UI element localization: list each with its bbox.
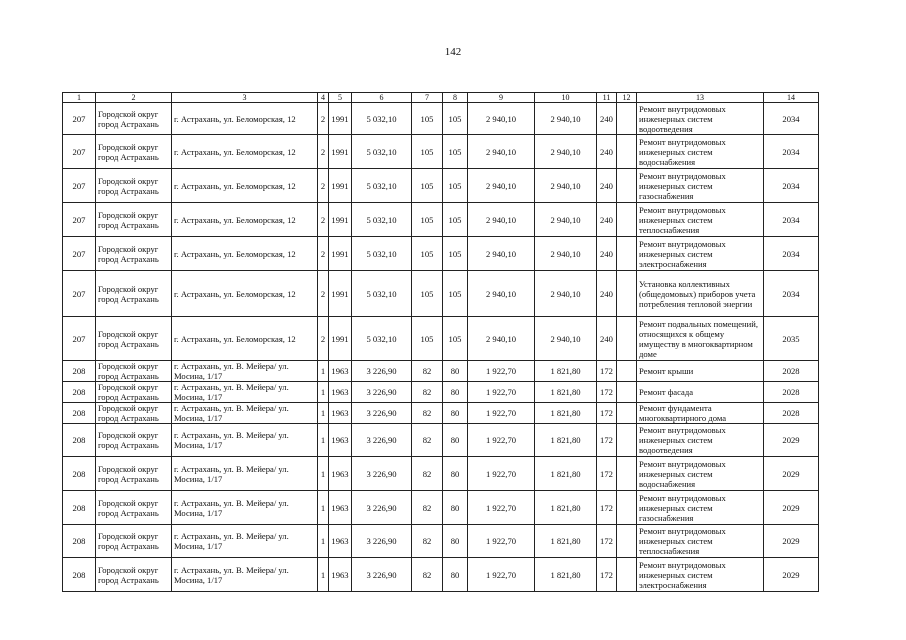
table-cell-c14: 2034 [764, 271, 819, 317]
table-cell-c9: 2 940,10 [468, 103, 535, 135]
table-cell-c3: г. Астрахань, ул. В. Мейера/ ул. Мосина, 1/17 [172, 361, 318, 382]
table-cell-c1: 208 [63, 424, 96, 457]
table-cell-c12 [617, 558, 637, 592]
table-cell-c2: Городской округ город Астрахань [96, 169, 172, 203]
table-row [63, 135, 819, 169]
table-row [63, 317, 819, 361]
table-cell-c10: 1 821,80 [535, 424, 597, 457]
table-cell-c1: 207 [63, 271, 96, 317]
table-cell-c1: 207 [63, 317, 96, 361]
table-cell-c3: г. Астрахань, ул. В. Мейера/ ул. Мосина, 1/17 [172, 424, 318, 457]
table-cell-c13: Ремонт внутридомовых инженерных систем теплоснабжения [637, 203, 764, 237]
table-cell-c8: 80 [443, 491, 468, 525]
table-cell-c2: Городской округ город Астрахань [96, 424, 172, 457]
table-cell-c11: 172 [597, 361, 617, 382]
table-cell-c6: 5 032,10 [352, 271, 412, 317]
table-cell-c5: 1991 [329, 271, 352, 317]
table-cell-c14: 2029 [764, 558, 819, 592]
column-number: 7 [412, 93, 443, 103]
table-cell-c9: 2 940,10 [468, 169, 535, 203]
table-row [63, 103, 819, 135]
table-cell-c7: 105 [412, 103, 443, 135]
table-cell-c3: г. Астрахань, ул. Беломорская, 12 [172, 169, 318, 203]
table-cell-c12 [617, 237, 637, 271]
table-cell-c9: 1 922,70 [468, 525, 535, 558]
table-cell-c11: 240 [597, 169, 617, 203]
table-cell-c2: Городской округ город Астрахань [96, 271, 172, 317]
table-row [63, 169, 819, 203]
table-cell-c13: Ремонт внутридомовых инженерных систем водоотведения [637, 103, 764, 135]
table-cell-c6: 3 226,90 [352, 382, 412, 403]
table-cell-c10: 1 821,80 [535, 403, 597, 424]
table-cell-c8: 105 [443, 135, 468, 169]
table-cell-c7: 82 [412, 361, 443, 382]
table-cell-c3: г. Астрахань, ул. В. Мейера/ ул. Мосина, 1/17 [172, 525, 318, 558]
column-number: 12 [617, 93, 637, 103]
table-cell-c6: 3 226,90 [352, 424, 412, 457]
table-cell-c9: 2 940,10 [468, 135, 535, 169]
table-cell-c5: 1963 [329, 525, 352, 558]
table-cell-c6: 5 032,10 [352, 169, 412, 203]
table-cell-c5: 1991 [329, 203, 352, 237]
table-cell-c10: 2 940,10 [535, 103, 597, 135]
table-cell-c9: 1 922,70 [468, 424, 535, 457]
table-cell-c14: 2029 [764, 525, 819, 558]
table-cell-c1: 207 [63, 237, 96, 271]
table-cell-c10: 1 821,80 [535, 558, 597, 592]
table-cell-c7: 82 [412, 525, 443, 558]
table-row [63, 237, 819, 271]
table-cell-c14: 2035 [764, 317, 819, 361]
table-cell-c5: 1991 [329, 135, 352, 169]
column-number: 3 [172, 93, 318, 103]
table-cell-c11: 172 [597, 424, 617, 457]
table-row [63, 271, 819, 317]
table-cell-c4: 2 [318, 317, 329, 361]
table-cell-c14: 2028 [764, 403, 819, 424]
table-cell-c1: 208 [63, 525, 96, 558]
table-cell-c11: 172 [597, 457, 617, 491]
table-cell-c6: 5 032,10 [352, 317, 412, 361]
table-cell-c14: 2034 [764, 103, 819, 135]
table-cell-c11: 240 [597, 271, 617, 317]
table-cell-c4: 1 [318, 403, 329, 424]
table-cell-c6: 3 226,90 [352, 491, 412, 525]
column-number: 11 [597, 93, 617, 103]
table-cell-c11: 240 [597, 317, 617, 361]
table-body [63, 93, 819, 592]
table-cell-c4: 1 [318, 382, 329, 403]
table-cell-c12 [617, 203, 637, 237]
column-number: 4 [318, 93, 329, 103]
table-cell-c10: 2 940,10 [535, 203, 597, 237]
table-cell-c7: 105 [412, 271, 443, 317]
table-cell-c1: 208 [63, 361, 96, 382]
table-cell-c8: 105 [443, 271, 468, 317]
table-cell-c9: 1 922,70 [468, 382, 535, 403]
table-cell-c7: 105 [412, 237, 443, 271]
table-cell-c8: 105 [443, 103, 468, 135]
capital-repair-table [62, 92, 819, 592]
table-cell-c6: 5 032,10 [352, 135, 412, 169]
table-cell-c9: 1 922,70 [468, 558, 535, 592]
table-cell-c5: 1991 [329, 237, 352, 271]
table-cell-c4: 2 [318, 135, 329, 169]
table-cell-c5: 1963 [329, 491, 352, 525]
table-cell-c10: 2 940,10 [535, 271, 597, 317]
table-cell-c7: 105 [412, 169, 443, 203]
table-cell-c8: 80 [443, 558, 468, 592]
table-cell-c10: 1 821,80 [535, 361, 597, 382]
table-cell-c1: 208 [63, 382, 96, 403]
table-cell-c13: Установка коллективных (общедомовых) приборов учета потребления тепловой энергии [637, 271, 764, 317]
table-cell-c4: 1 [318, 558, 329, 592]
table-row [63, 558, 819, 592]
table-cell-c2: Городской округ город Астрахань [96, 491, 172, 525]
table-cell-c10: 1 821,80 [535, 491, 597, 525]
table-cell-c12 [617, 424, 637, 457]
table-cell-c8: 80 [443, 424, 468, 457]
table-cell-c8: 80 [443, 361, 468, 382]
table-cell-c3: г. Астрахань, ул. В. Мейера/ ул. Мосина, 1/17 [172, 491, 318, 525]
table-cell-c10: 1 821,80 [535, 382, 597, 403]
table-cell-c4: 2 [318, 103, 329, 135]
table-cell-c1: 208 [63, 558, 96, 592]
table-cell-c3: г. Астрахань, ул. Беломорская, 12 [172, 317, 318, 361]
table-cell-c3: г. Астрахань, ул. Беломорская, 12 [172, 135, 318, 169]
table-cell-c12 [617, 135, 637, 169]
table-row [63, 382, 819, 403]
page-number: 142 [444, 46, 462, 58]
table-cell-c7: 82 [412, 457, 443, 491]
table-cell-c10: 1 821,80 [535, 525, 597, 558]
table-cell-c12 [617, 382, 637, 403]
table-cell-c1: 207 [63, 203, 96, 237]
table-cell-c11: 172 [597, 525, 617, 558]
table-cell-c4: 2 [318, 237, 329, 271]
table-cell-c5: 1963 [329, 457, 352, 491]
table-cell-c3: г. Астрахань, ул. Беломорская, 12 [172, 271, 318, 317]
table-cell-c4: 1 [318, 525, 329, 558]
table-cell-c2: Городской округ город Астрахань [96, 135, 172, 169]
table-cell-c8: 80 [443, 525, 468, 558]
table-row [63, 525, 819, 558]
table-cell-c1: 208 [63, 457, 96, 491]
table-cell-c12 [617, 525, 637, 558]
table-cell-c1: 207 [63, 135, 96, 169]
table-cell-c2: Городской округ город Астрахань [96, 317, 172, 361]
table-cell-c6: 5 032,10 [352, 237, 412, 271]
table-cell-c3: г. Астрахань, ул. В. Мейера/ ул. Мосина, 1/17 [172, 382, 318, 403]
table-cell-c1: 208 [63, 491, 96, 525]
table-cell-c9: 2 940,10 [468, 237, 535, 271]
table-cell-c6: 5 032,10 [352, 103, 412, 135]
table-cell-c10: 2 940,10 [535, 135, 597, 169]
table-cell-c11: 172 [597, 382, 617, 403]
table-cell-c14: 2028 [764, 382, 819, 403]
table-cell-c1: 207 [63, 169, 96, 203]
table-cell-c14: 2034 [764, 203, 819, 237]
table-cell-c11: 172 [597, 491, 617, 525]
table-cell-c8: 80 [443, 382, 468, 403]
table-cell-c14: 2034 [764, 135, 819, 169]
table-cell-c14: 2034 [764, 237, 819, 271]
table-cell-c5: 1963 [329, 382, 352, 403]
table-cell-c11: 240 [597, 203, 617, 237]
column-number: 10 [535, 93, 597, 103]
table-cell-c5: 1963 [329, 403, 352, 424]
table-cell-c2: Городской округ город Астрахань [96, 382, 172, 403]
table-cell-c3: г. Астрахань, ул. В. Мейера/ ул. Мосина, 1/17 [172, 457, 318, 491]
table-cell-c7: 82 [412, 403, 443, 424]
table-cell-c6: 3 226,90 [352, 403, 412, 424]
table-cell-c10: 2 940,10 [535, 237, 597, 271]
table-cell-c14: 2029 [764, 457, 819, 491]
table-cell-c13: Ремонт подвальных помещений, относящихся к общему имуществу в многоквартирном доме [637, 317, 764, 361]
column-number: 5 [329, 93, 352, 103]
table-cell-c9: 1 922,70 [468, 403, 535, 424]
column-number: 9 [468, 93, 535, 103]
table-cell-c3: г. Астрахань, ул. Беломорская, 12 [172, 103, 318, 135]
table-cell-c11: 172 [597, 558, 617, 592]
table-cell-c5: 1991 [329, 103, 352, 135]
column-number: 2 [96, 93, 172, 103]
table-cell-c3: г. Астрахань, ул. Беломорская, 12 [172, 237, 318, 271]
table-cell-c9: 1 922,70 [468, 361, 535, 382]
table-cell-c13: Ремонт внутридомовых инженерных систем теплоснабжения [637, 525, 764, 558]
table-cell-c7: 82 [412, 558, 443, 592]
table-cell-c14: 2029 [764, 424, 819, 457]
table-cell-c11: 240 [597, 103, 617, 135]
column-number: 14 [764, 93, 819, 103]
column-number-row [63, 93, 819, 103]
table-cell-c8: 105 [443, 237, 468, 271]
table-cell-c8: 80 [443, 457, 468, 491]
table-cell-c9: 1 922,70 [468, 491, 535, 525]
table-row [63, 403, 819, 424]
table-cell-c13: Ремонт внутридомовых инженерных систем водоснабжения [637, 135, 764, 169]
table-row [63, 457, 819, 491]
column-number: 1 [63, 93, 96, 103]
table-cell-c10: 1 821,80 [535, 457, 597, 491]
table-cell-c13: Ремонт внутридомовых инженерных систем водоснабжения [637, 457, 764, 491]
table-cell-c2: Городской округ город Астрахань [96, 457, 172, 491]
table-cell-c8: 105 [443, 203, 468, 237]
table-cell-c2: Городской округ город Астрахань [96, 361, 172, 382]
table-cell-c13: Ремонт внутридомовых инженерных систем газоснабжения [637, 169, 764, 203]
table-cell-c2: Городской округ город Астрахань [96, 237, 172, 271]
table-cell-c13: Ремонт внутридомовых инженерных систем электроснабжения [637, 237, 764, 271]
table-cell-c5: 1963 [329, 424, 352, 457]
table-cell-c6: 3 226,90 [352, 457, 412, 491]
table-cell-c13: Ремонт фундамента многоквартирного дома [637, 403, 764, 424]
table-cell-c10: 2 940,10 [535, 169, 597, 203]
table-cell-c9: 2 940,10 [468, 317, 535, 361]
table-cell-c2: Городской округ город Астрахань [96, 403, 172, 424]
table-cell-c4: 1 [318, 491, 329, 525]
table-cell-c9: 2 940,10 [468, 271, 535, 317]
table-cell-c9: 2 940,10 [468, 203, 535, 237]
table-cell-c5: 1963 [329, 361, 352, 382]
table-cell-c13: Ремонт внутридомовых инженерных систем водоотведения [637, 424, 764, 457]
table-cell-c7: 82 [412, 382, 443, 403]
table-cell-c14: 2034 [764, 169, 819, 203]
table-cell-c3: г. Астрахань, ул. Беломорская, 12 [172, 203, 318, 237]
table-cell-c8: 80 [443, 403, 468, 424]
table-cell-c14: 2028 [764, 361, 819, 382]
table-cell-c6: 5 032,10 [352, 203, 412, 237]
table-cell-c2: Городской округ город Астрахань [96, 525, 172, 558]
column-number: 6 [352, 93, 412, 103]
table-row [63, 203, 819, 237]
table-cell-c3: г. Астрахань, ул. В. Мейера/ ул. Мосина, 1/17 [172, 403, 318, 424]
table-cell-c1: 207 [63, 103, 96, 135]
table-cell-c12 [617, 103, 637, 135]
table-cell-c4: 2 [318, 169, 329, 203]
table-cell-c9: 1 922,70 [468, 457, 535, 491]
table-cell-c11: 240 [597, 135, 617, 169]
table-cell-c5: 1963 [329, 558, 352, 592]
table-cell-c4: 2 [318, 203, 329, 237]
table-cell-c2: Городской округ город Астрахань [96, 203, 172, 237]
table-cell-c13: Ремонт внутридомовых инженерных систем электроснабжения [637, 558, 764, 592]
table-cell-c13: Ремонт фасада [637, 382, 764, 403]
table-cell-c3: г. Астрахань, ул. В. Мейера/ ул. Мосина, 1/17 [172, 558, 318, 592]
table-cell-c13: Ремонт внутридомовых инженерных систем газоснабжения [637, 491, 764, 525]
column-number: 13 [637, 93, 764, 103]
table-cell-c2: Городской округ город Астрахань [96, 103, 172, 135]
table-cell-c8: 105 [443, 169, 468, 203]
table-cell-c12 [617, 403, 637, 424]
table-cell-c6: 3 226,90 [352, 525, 412, 558]
table-cell-c10: 2 940,10 [535, 317, 597, 361]
table-cell-c12 [617, 491, 637, 525]
table-cell-c7: 105 [412, 135, 443, 169]
table-cell-c4: 1 [318, 457, 329, 491]
table-cell-c2: Городской округ город Астрахань [96, 558, 172, 592]
table-row [63, 361, 819, 382]
table-cell-c4: 1 [318, 424, 329, 457]
table-cell-c6: 3 226,90 [352, 558, 412, 592]
table-cell-c7: 105 [412, 317, 443, 361]
table-cell-c12 [617, 361, 637, 382]
table-cell-c4: 2 [318, 271, 329, 317]
table-row [63, 491, 819, 525]
table-cell-c7: 105 [412, 203, 443, 237]
table-cell-c7: 82 [412, 491, 443, 525]
table-cell-c14: 2029 [764, 491, 819, 525]
table-cell-c13: Ремонт крыши [637, 361, 764, 382]
table-cell-c11: 172 [597, 403, 617, 424]
table-cell-c12 [617, 271, 637, 317]
table-cell-c12 [617, 457, 637, 491]
table-cell-c1: 208 [63, 403, 96, 424]
table-cell-c6: 3 226,90 [352, 361, 412, 382]
table-cell-c7: 82 [412, 424, 443, 457]
table-cell-c5: 1991 [329, 169, 352, 203]
column-number: 8 [443, 93, 468, 103]
table-row [63, 424, 819, 457]
table-cell-c11: 240 [597, 237, 617, 271]
table-cell-c12 [617, 317, 637, 361]
table-cell-c8: 105 [443, 317, 468, 361]
table-cell-c12 [617, 169, 637, 203]
table-cell-c4: 1 [318, 361, 329, 382]
table-cell-c5: 1991 [329, 317, 352, 361]
